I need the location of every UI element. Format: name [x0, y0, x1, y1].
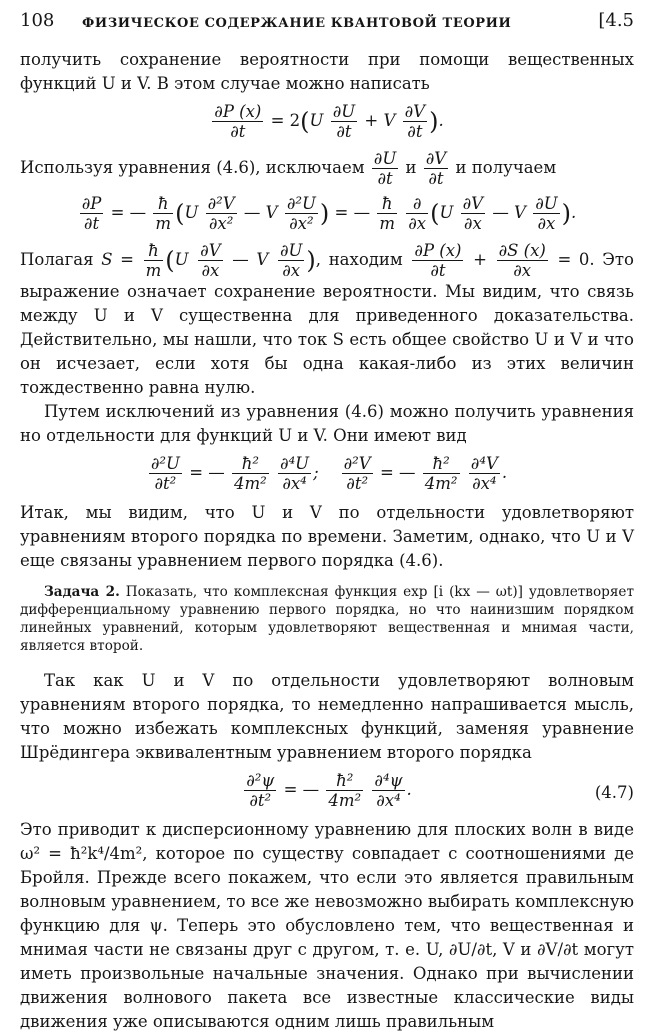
running-header: [20, 9, 634, 31]
paragraph: Так как U и V по отдельности удовлетворяют волновым уравнениям второго порядка, то немедленно напрашивается мысль, что можно избежать комплексных функций, заменяя уравнение Шрёдингера эквивалентным уравнением второго порядка: [20, 671, 634, 762]
equation-dpdt: $\frac{\partial P}{\partial t}$ = — $\frac{ħ}{m}$ (U $\frac{\text{∂²V}}{\text{∂x²}}$ — V $\frac{\text{∂²U}}{\text{∂x²}}$ ) = — $\frac{ħ}{m}$ $\frac{\partial}{\partial x}$ (U $\frac{\partial V}{\partial x}$ — V $\frac{\partial U}{\partial x}$ ).: [81, 194, 577, 233]
paragraph: Итак, мы видим, что U и V по отдельности удовлетворяют уравнениям второго порядка по времени. Заметим, однако, что U и V еще связаны уравнением первого порядка (4.6).: [20, 503, 634, 570]
page-body: [20, 48, 634, 1034]
problem-label: Задача 2.: [44, 584, 120, 600]
section-number: [4.5: [598, 10, 634, 31]
equation-number: (4.7): [594, 783, 634, 802]
page-number: 108: [20, 10, 55, 31]
paragraph: Полагая S = $\frac{ħ}{m}$ (U $\frac{\partial V}{\partial x}$ — V $\frac{\partial U}{\partial x}$ ), находим $\frac{\partial P (x)}{\partial t}$ + $\frac{\partial S (x)}{\partial x}$ = 0. Это выражение означает сохранение вероятности. Мы видим, что связь между U и V существенна для приведенного доказательства. Действительно, мы нашли, что ток S есть общее свойство U и V и что он исчезает, если хотя бы одна какая-либо из этих величин тождественно равна нулю.: [20, 241, 634, 397]
paragraph: получить сохранение вероятности при помощи вещественных функций U и V. В этом случае можно написать: [20, 50, 634, 93]
problem-2: Задача 2. Показать, что комплексная функция exp [i (kx — ωt)] удовлетворяет дифференциальному уравнению первого порядка, но что наинизшим порядком линейных уравнений, которым удовлетворяют вещественная и мнимая части, является второй.: [20, 584, 634, 654]
paragraph: Используя уравнения (4.6), исключаем $\frac{\partial U}{\partial t}$ и $\frac{\partial V}{\partial t}$ и получаем: [20, 149, 557, 188]
equation-second-order-pair: $\frac{\text{∂²U}}{\text{∂t²}}$ = — $\frac{\text{ħ²}}{\text{4m²}}$ $\frac{\text{∂⁴U}}{\text{∂x⁴}}$ ; $\frac{\text{∂²V}}{\text{∂t²}}$ = — $\frac{\text{ħ²}}{\text{4m²}}$ $\frac{\text{∂⁴V}}{\text{∂x⁴}}$ .: [150, 454, 508, 493]
paragraph: Путем исключений из уравнения (4.6) можно получить уравнения но отдельности для функций U и V. Они имеют вид: [20, 402, 634, 445]
running-title: ФИЗИЧЕСКОЕ СОДЕРЖАНИЕ КВАНТОВОЙ ТЕОРИИ: [82, 16, 512, 31]
paragraph: Это приводит к дисперсионному уравнению для плоских волн в виде ω² = ħ²k⁴/4m², которое по существу совпадает с соотношениями де Бройля. Прежде всего покажем, что если это является правильным волновым уравнением, то все же невозможно выбирать комплексную функцию для ψ. Теперь это обусловлено тем, что вещественная и мнимая части не связаны друг с другом, т. е. U, ∂U/∂t, V и ∂V/∂t могут иметь произвольные начальные значения. Однако при вычислении движения волнового пакета все известные классические виды движения уже описываются одним лишь правильным: [20, 820, 634, 1031]
equation-4-7: $\frac{\text{∂²ψ}}{\text{∂t²}}$ = — $\frac{\text{ħ²}}{\text{4m²}}$ $\frac{\text{∂⁴ψ}}{\text{∂x⁴}}$ . (4.7): [246, 771, 634, 810]
equation-prob-conservation: $\frac{\partial P (x)}{\partial t}$ = 2(U $\frac{\partial U}{\partial t}$ + V $\frac{\partial V}{\partial t}$ ).: [214, 102, 444, 141]
